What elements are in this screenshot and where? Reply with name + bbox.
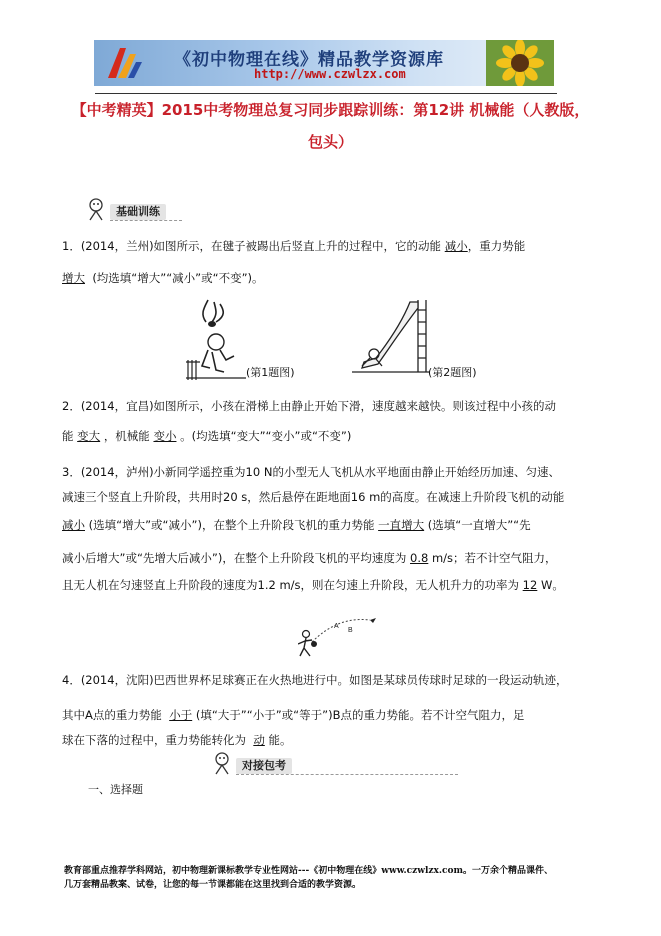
footer-line-1: 教育部重点推荐学科网站，初中物理新课标教学专业性网站---《初中物理在线》www.czwlzx.com。一万余个精品课件、 <box>64 866 554 876</box>
question-1-line-2: 增大 (均选填“增大”“减小”或“不变”)。 <box>62 271 264 285</box>
question-3-line-4: 减小后增大”或“先增大后减小”)，在整个上升阶段飞机的平均速度为 0.8 m/s；若不计空气阻力， <box>62 551 557 565</box>
section-basic-training <box>86 202 182 222</box>
site-logo-icon <box>104 44 144 82</box>
choice-section-heading: 一、选择题 <box>88 783 143 796</box>
question-3-line-2: 减速三个竖直上升阶段，共用时20 s，然后悬停在距地面16 m的高度。在减速上升阶段飞机的动能 <box>62 490 565 504</box>
header-banner <box>94 40 554 86</box>
point-a-label: A <box>334 623 339 630</box>
shuttlecock-kick-figure <box>186 296 248 384</box>
footer-line-2: 几万套精品教案、试卷，让您的每一节课都能在这里找到合适的教学资源。 <box>64 880 362 890</box>
question-2-line-2: 能 变大 ，机械能 变小 。(均选填“变大”“变小”或“不变”) <box>62 429 352 443</box>
answer-blank: 一直增大 <box>378 518 425 532</box>
question-1-line-1: 1．(2014，兰州)如图所示，在毽子被踢出后竖直上升的过程中，它的动能 减小，重力势能 <box>62 239 526 253</box>
answer-blank: 小于 <box>169 708 193 722</box>
section-label: 对接包考 <box>236 758 292 774</box>
section-exam-link <box>212 756 458 776</box>
answer-blank: 减小 <box>444 239 468 253</box>
answer-blank: 12 <box>522 578 538 592</box>
point-b-label: B <box>348 627 353 634</box>
page-title: 【中考精英】2015中考物理总复习同步跟踪训练：第12讲 机械能（人教版， <box>71 101 590 119</box>
question-3-line-3: 减小 (选填“增大”或“减小”)，在整个上升阶段飞机的重力势能 一直增大 (选填“一直增大”“先 <box>62 518 531 532</box>
figure-1-caption: (第1题图) <box>246 366 295 379</box>
football-trajectory-figure <box>298 612 380 658</box>
answer-blank: 动 <box>253 733 265 747</box>
slide-figure <box>352 296 432 376</box>
answer-blank: 变大 <box>77 429 101 443</box>
question-3-line-5: 且无人机在匀速竖直上升阶段的速度为1.2 m/s，则在匀速上升阶段，无人机升力的功率为 12 W。 <box>62 578 564 592</box>
student-mascot-icon <box>86 198 106 222</box>
question-2-line-1: 2．(2014，宜昌)如图所示，小孩在滑梯上由静止开始下滑，速度越来越快。则该过程中小孩的动 <box>62 399 557 413</box>
question-4-line-1: 4．(2014，沈阳)巴西世界杯足球赛正在火热地进行中。如图是某球员传球时足球的一段运动轨迹， <box>62 673 568 687</box>
question-4-line-2: 其中A点的重力势能 小于 (填“大于”“小于”或“等于”)B点的重力势能。若不计空气阻力，足 <box>62 708 525 722</box>
answer-blank: 变小 <box>153 429 177 443</box>
answer-blank: 减小 <box>62 518 85 532</box>
figure-2-caption: (第2题图) <box>428 366 477 379</box>
question-3-line-1: 3．(2014，泸州)小新同学遥控重为10 N的小型无人飞机从水平地面由静止开始经历加速、匀速、 <box>62 465 560 479</box>
banner-url[interactable]: http://www.czwlzx.com <box>254 67 406 81</box>
sunflower-icon <box>486 40 554 86</box>
question-4-line-3: 球在下落的过程中，重力势能转化为 动 能。 <box>62 733 292 747</box>
page-title-continued: 包头） <box>307 133 353 151</box>
banner-title: 《初中物理在线》精品教学资源库 <box>174 50 444 70</box>
section-label: 基础训练 <box>110 204 166 220</box>
answer-blank: 增大 <box>62 271 85 285</box>
answer-blank: 0.8 <box>410 551 429 565</box>
header-rule <box>95 93 557 94</box>
student-mascot-icon <box>212 752 232 776</box>
